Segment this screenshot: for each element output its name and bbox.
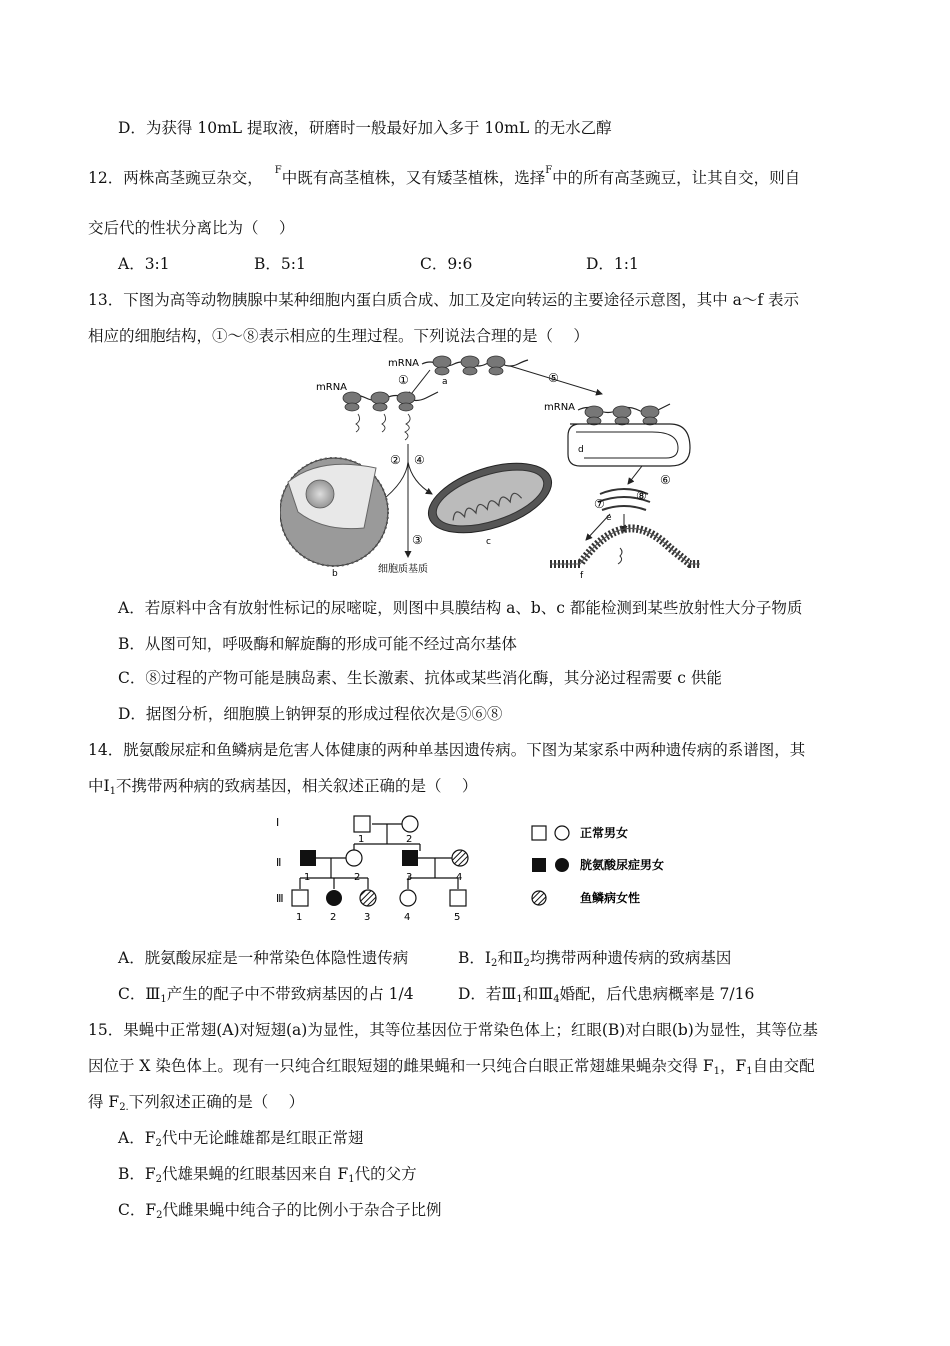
ped-III-4-num: 4 — [404, 912, 411, 923]
q15-stem-2b: ，F — [719, 1057, 747, 1075]
q14-stem-line1: 14．胱氨酸尿症和鱼鳞病是危害人体健康的两种单基因遗传病。下图为某家系中两种遗传病的系谱图，其 — [88, 741, 806, 759]
q13-option-a: A．若原料中含有放射性标记的尿嘧啶，则图中具膜结构 a、b、c 都能检测到某些放射性大分子物质 — [118, 599, 803, 617]
q15-stem-line2 — [88, 1056, 815, 1082]
q15-optB-s2: 1 — [348, 1174, 355, 1185]
q15-option-a — [118, 1128, 363, 1154]
rough-er-d — [568, 424, 690, 466]
q15-stem-2a: 因位于 X 染色体上。现有一只纯合红眼短翅的雌果蝇和一只纯合白眼正常翅雄果蝇杂交得 F — [88, 1057, 714, 1075]
ped-III-5-num: 5 — [454, 912, 461, 923]
q14-optB-a: B．Ⅰ — [458, 949, 492, 967]
q14-optB-b: 和Ⅱ — [497, 949, 524, 967]
q15-stem-line3 — [88, 1092, 304, 1118]
q15-optB-c: 代的父方 — [354, 1165, 417, 1183]
q12-stem-a: 12．两株高茎豌豆杂交， — [88, 169, 263, 187]
cell-membrane-f — [550, 528, 700, 564]
q13-option-b: B．从图可知，呼吸酶和解旋酶的形成可能不经过高尔基体 — [118, 635, 517, 653]
polypeptide-chains — [356, 414, 410, 440]
ped-II-3-num: 3 — [406, 872, 413, 883]
legend-cyst-text: 胱氨酸尿症男女 — [580, 858, 665, 872]
er-inner-membrane — [576, 432, 678, 458]
label-a: a — [442, 377, 448, 387]
ped-III-3-ichthyosis-female — [360, 890, 376, 906]
q14-stem-2b: 不携带两种病的致病基因，相关叙述正确的是（ ） — [116, 777, 478, 795]
q15-option-c — [118, 1200, 442, 1226]
ped-III-1-normal-male — [292, 890, 308, 906]
cytosol-label: 细胞质基质 — [378, 564, 428, 575]
label-f: f — [580, 571, 584, 580]
q12-stem-c: 中的所有高茎豌豆，让其自交，则自 — [552, 169, 801, 187]
ped-III-2-affected-female — [326, 890, 342, 906]
q15-stem-line1: 15．果蝇中正常翅(A)对短翅(a)为显性，其等位基因位于常染色体上；红眼(B)对白眼(b)为显性，其等位基 — [88, 1021, 818, 1039]
q12-f1-label-2: F — [545, 165, 553, 176]
label-2: ② — [390, 453, 401, 467]
ped-II-1-affected-male — [300, 850, 316, 866]
free-ribosomes — [343, 392, 415, 411]
q15-stem-2s2: 1 — [746, 1066, 753, 1077]
legend-normal-text: 正常男女 — [580, 826, 629, 840]
q12-stem-line1 — [88, 165, 801, 191]
legend-fish-icon — [532, 891, 546, 905]
q12-option-c: C．9:6 — [420, 255, 473, 273]
q15-stem-3a: 得 F — [88, 1093, 120, 1111]
protein-pathway-diagram — [280, 352, 720, 580]
label-d: d — [578, 445, 584, 455]
q14-optD-b: 和Ⅲ — [522, 985, 554, 1003]
q12-option-a: A．3:1 — [118, 255, 170, 273]
q14-option-d — [458, 984, 754, 1010]
q14-optD-s1: 1 — [516, 994, 523, 1005]
q13-option-d: D．据图分析，细胞膜上钠钾泵的形成过程依次是⑤⑥⑧ — [118, 705, 503, 723]
arrow-6 — [628, 466, 642, 484]
q15-optA-b: 代中无论雌雄都是红眼正常翅 — [161, 1129, 364, 1147]
label-1: ① — [398, 373, 409, 387]
label-8: ⑧ — [636, 489, 647, 503]
q14-option-a: A．胱氨酸尿症是一种常染色体隐性遗传病 — [118, 949, 409, 967]
q14-optD-c: 婚配，后代患病概率是 7/16 — [559, 985, 755, 1003]
ped-III-5-normal-male — [450, 890, 466, 906]
q13-stem-line2: 相应的细胞结构，①～⑧表示相应的生理过程。下列说法合理的是（ ） — [88, 327, 589, 345]
label-7: ⑦ — [594, 497, 605, 511]
ped-I-2-normal-female — [402, 816, 418, 832]
q14-stem-2a: 中Ⅰ — [88, 777, 110, 795]
q14-optC-b: 产生的配子中不带致病基因的占 1/4 — [166, 985, 414, 1003]
q12-option-b: B．5:1 — [254, 255, 306, 273]
nucleus-b — [280, 458, 388, 566]
q14-option-c — [118, 984, 414, 1010]
pedigree-chart — [270, 810, 690, 926]
q11-option-d: D．为获得 10mL 提取液，研磨时一般最好加入多于 10mL 的无水乙醇 — [118, 119, 612, 137]
q15-stem-2c: 自由交配 — [752, 1057, 815, 1075]
ped-II-4-ichthyosis-female — [452, 850, 468, 866]
q15-optC-s: 2 — [156, 1210, 163, 1221]
q15-optB-b: 代雄果蝇的红眼基因来自 F — [162, 1165, 349, 1183]
legend-cyst-female-icon — [555, 858, 569, 872]
label-3: ③ — [412, 533, 423, 547]
q13-option-c: C．⑧过程的产物可能是胰岛素、生长激素、抗体或某些消化酶，其分泌过程需要 c 供能 — [118, 669, 722, 687]
gen-1-label: Ⅰ — [276, 816, 280, 829]
q12-f1-label: F — [274, 165, 282, 176]
q15-optB-s: 2 — [155, 1174, 163, 1185]
q12-stem-line2: 交后代的性状分离比为（ ） — [88, 219, 295, 237]
legend-normal-male-icon — [532, 826, 546, 840]
q15-optC-b: 代雌果蝇中纯合子的比例小于杂合子比例 — [162, 1201, 442, 1219]
q15-optA-s: 2 — [155, 1138, 162, 1149]
label-4: ④ — [414, 453, 425, 467]
label-6: ⑥ — [660, 473, 671, 487]
q12-stem-b: 中既有高茎植株，又有矮茎植株，选择 — [281, 169, 546, 187]
q14-optB-s1: 2 — [491, 958, 498, 969]
bound-ribosomes — [585, 406, 659, 425]
q14-optC-s: 1 — [160, 994, 167, 1005]
q14-optB-s2: 2 — [523, 958, 530, 969]
q14-optD-a: D．若Ⅲ — [458, 985, 517, 1003]
q14-optB-c: 均携带两种遗传病的致病基因 — [529, 949, 732, 967]
q15-option-b — [118, 1164, 417, 1190]
q14-option-b — [458, 948, 731, 974]
gen-2-label: Ⅱ — [276, 856, 282, 869]
q15-optC-a: C．F — [118, 1201, 157, 1219]
ped-III-4-normal-female — [400, 890, 416, 906]
q14-stem-line2 — [88, 776, 477, 802]
gen-3-label: Ⅲ — [276, 892, 284, 905]
ped-III-2-num: 2 — [330, 912, 337, 923]
q15-stem-2s: 1 — [713, 1066, 720, 1077]
ped-I-1-num: 1 — [358, 834, 365, 845]
legend-normal-female-icon — [555, 826, 569, 840]
q14-optC-a: C．Ⅲ — [118, 985, 161, 1003]
ped-II-1-num: 1 — [304, 872, 311, 883]
ped-II-2-num: 2 — [354, 872, 361, 883]
ped-III-1-num: 1 — [296, 912, 303, 923]
q15-stem-3b: 下列叙述正确的是（ ） — [128, 1093, 305, 1111]
label-c: c — [486, 537, 491, 547]
mrna-label-right: mRNA — [544, 402, 576, 413]
q14-stem-2sub: 1 — [109, 786, 116, 797]
mrna-label-left: mRNA — [316, 382, 348, 393]
q15-optB-a: B．F — [118, 1165, 156, 1183]
mitochondrion-c — [420, 450, 560, 547]
mrna-label-top: mRNA — [388, 358, 420, 369]
ped-II-3-affected-male — [402, 850, 418, 866]
ped-II-2-normal-female — [346, 850, 362, 866]
q14-optD-s2: 4 — [553, 994, 560, 1005]
q15-stem-3s: 2. — [119, 1102, 129, 1113]
ped-I-2-num: 2 — [406, 834, 413, 845]
legend-fish-text: 鱼鳞病女性 — [580, 891, 641, 905]
label-e: e — [606, 513, 612, 523]
ribosome-group-a — [433, 356, 505, 375]
q13-stem-line1: 13．下图为高等动物胰腺中某种细胞内蛋白质合成、加工及定向转运的主要途径示意图，其中 a～f 表示 — [88, 291, 800, 309]
label-5: ⑤ — [548, 371, 559, 385]
ped-III-3-num: 3 — [364, 912, 371, 923]
label-b: b — [332, 569, 338, 579]
ped-I-1-normal-male — [354, 816, 370, 832]
legend-cyst-male-icon — [532, 858, 546, 872]
q15-optA-a: A．F — [118, 1129, 156, 1147]
q12-option-d: D．1:1 — [586, 255, 639, 273]
ped-II-4-num: 4 — [456, 872, 463, 883]
